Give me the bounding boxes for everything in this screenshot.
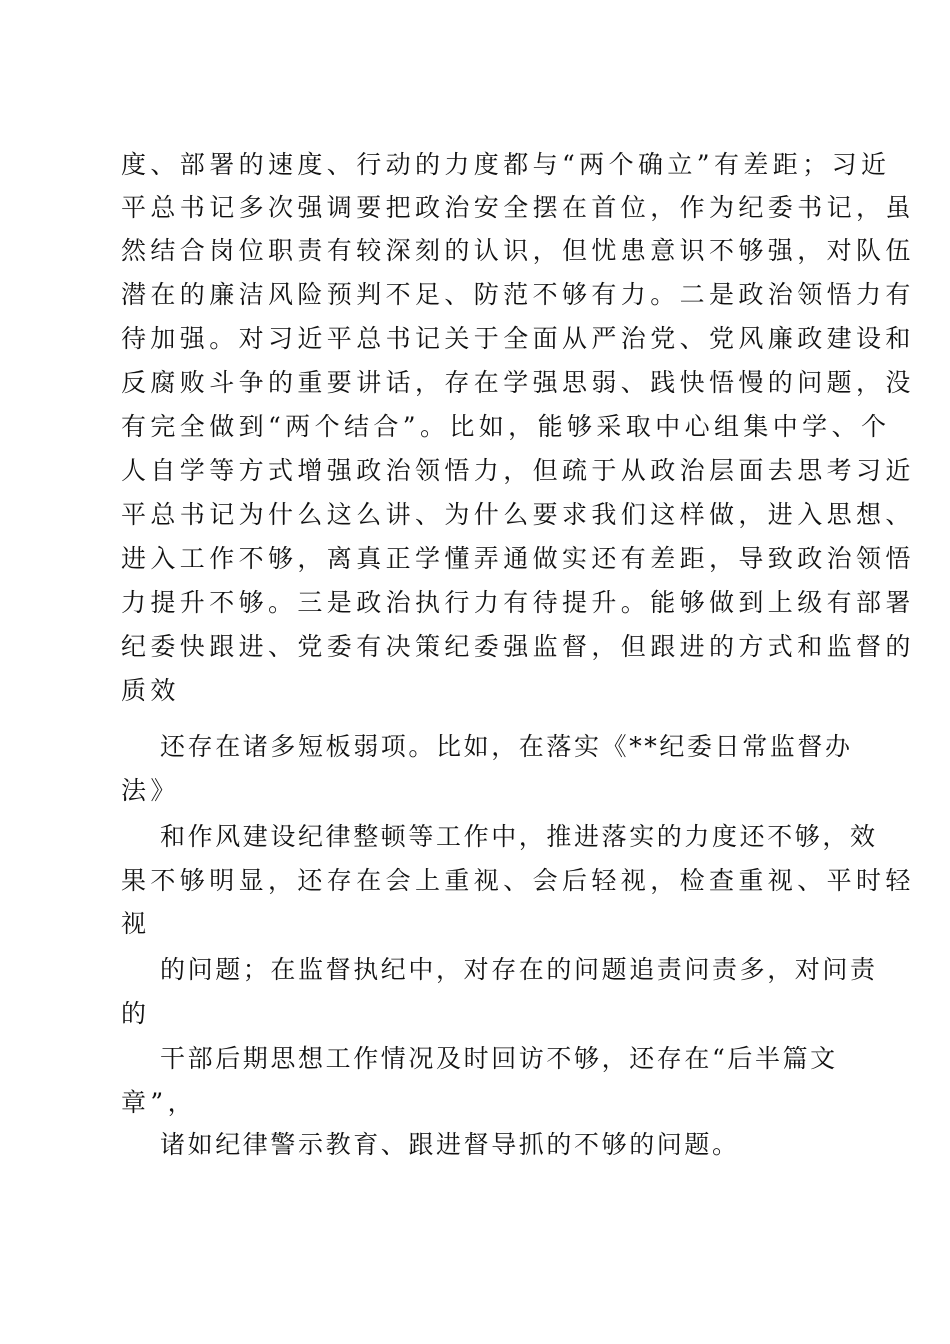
text-line: 平总书记为什么这么讲、为什么要求我们这样做，进入思想、 bbox=[121, 500, 915, 529]
text-line: 有完全做到“两个结合”。比如，能够采取中心组集中学、个 bbox=[121, 412, 891, 441]
text-line: 待加强。对习近平总书记关于全面从严治党、党风廉政建设和 bbox=[121, 324, 915, 353]
text-line: 然结合岗位职责有较深刻的认识，但忧患意识不够强，对队伍 bbox=[121, 236, 915, 265]
text-line: 视 bbox=[121, 909, 151, 938]
text-line: 干部后期思想工作情况及时回访不够，还存在“后半篇文 bbox=[160, 1044, 838, 1073]
text-line: 人自学等方式增强政治领悟力，但疏于从政治层面去思考习近 bbox=[121, 456, 915, 485]
text-line: 章”， bbox=[121, 1088, 197, 1117]
text-line: 平总书记多次强调要把政治安全摆在首位，作为纪委书记，虽 bbox=[121, 193, 915, 222]
text-line: 潜在的廉洁风险预判不足、防范不够有力。二是政治领悟力有 bbox=[121, 280, 915, 309]
text-line: 度、部署的速度、行动的力度都与“两个确立”有差距；习近 bbox=[121, 150, 891, 179]
text-line: 的 bbox=[121, 999, 151, 1028]
text-line: 法》 bbox=[121, 776, 180, 805]
text-line: 进入工作不够，离真正学懂弄通做实还有差距，导致政治领悟 bbox=[121, 544, 915, 573]
text-line: 质效 bbox=[121, 676, 180, 705]
text-line: 还存在诸多短板弱项。比如，在落实《**纪委日常监督办 bbox=[160, 732, 853, 761]
text-line: 果不够明显，还存在会上重视、会后轻视，检查重视、平时轻 bbox=[121, 866, 915, 895]
text-line: 的问题；在监督执纪中，对存在的问题追责问责多，对问责 bbox=[160, 955, 878, 984]
text-line: 和作风建设纪律整顿等工作中，推进落实的力度还不够，效 bbox=[160, 822, 878, 851]
text-line: 纪委快跟进、党委有决策纪委强监督，但跟进的方式和监督的 bbox=[121, 632, 915, 661]
text-line: 反腐败斗争的重要讲话，存在学强思弱、践快悟慢的问题，没 bbox=[121, 368, 915, 397]
text-line: 诸如纪律警示教育、跟进督导抓的不够的问题。 bbox=[160, 1130, 740, 1159]
text-line: 力提升不够。三是政治执行力有待提升。能够做到上级有部署 bbox=[121, 588, 915, 617]
